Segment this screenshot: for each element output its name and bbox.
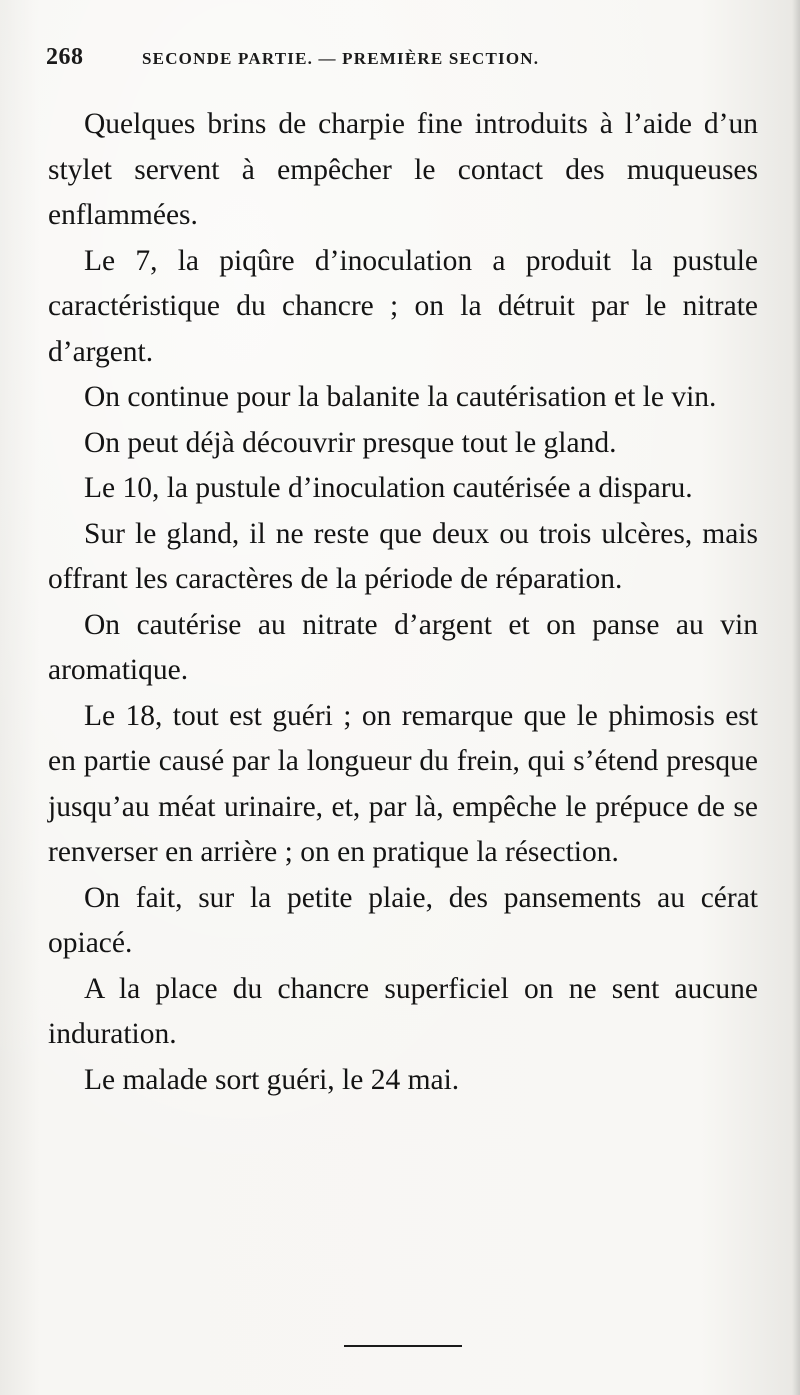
running-title: SECONDE PARTIE. — PREMIÈRE SECTION. xyxy=(142,49,540,68)
closing-rule xyxy=(344,1345,462,1347)
paragraph-5: Le 10, la pustule d’inoculation cautérisée a disparu. xyxy=(84,472,693,504)
paragraph-1: Quelques brins de charpie fine introduits à l’aide d’un stylet servent à empêcher le contact des muqueuses enflammées. xyxy=(48,108,758,231)
paragraph-10: A la place du chancre superficiel on ne sent aucune induration. xyxy=(48,972,758,1050)
paragraph-7: On cautérise au nitrate d’argent et on panse au vin aromatique. xyxy=(48,608,758,686)
page-number: 268 xyxy=(46,44,84,70)
paragraph-3: On continue pour la balanite la cautérisation et le vin. xyxy=(84,381,717,413)
paragraph-8: Le 18, tout est guéri ; on remarque que le phimosis est en partie causé par la longueur du frein, qui s’étend presque jusqu’au méat urinaire, et, par là, empêche le prépuce de se renverser en arrière ; on en pratique la résection. xyxy=(48,699,758,868)
body-text xyxy=(48,102,758,1103)
paragraph-4: On peut déjà découvrir presque tout le gland. xyxy=(84,426,617,459)
running-header xyxy=(46,44,666,78)
page-edge-shadow xyxy=(792,0,800,1395)
paragraph-6: Sur le gland, il ne reste que deux ou trois ulcères, mais offrant les caractères de la période de réparation. xyxy=(48,517,758,595)
paragraph-9: On fait, sur la petite plaie, des pansements au cérat opiacé. xyxy=(48,881,758,959)
paragraph-2: Le 7, la piqûre d’inoculation a produit la pustule caractéristique du chancre ; on la détruit par le nitrate d’argent. xyxy=(48,244,758,368)
paragraph-11: Le malade sort guéri, le 24 mai. xyxy=(84,1063,460,1096)
